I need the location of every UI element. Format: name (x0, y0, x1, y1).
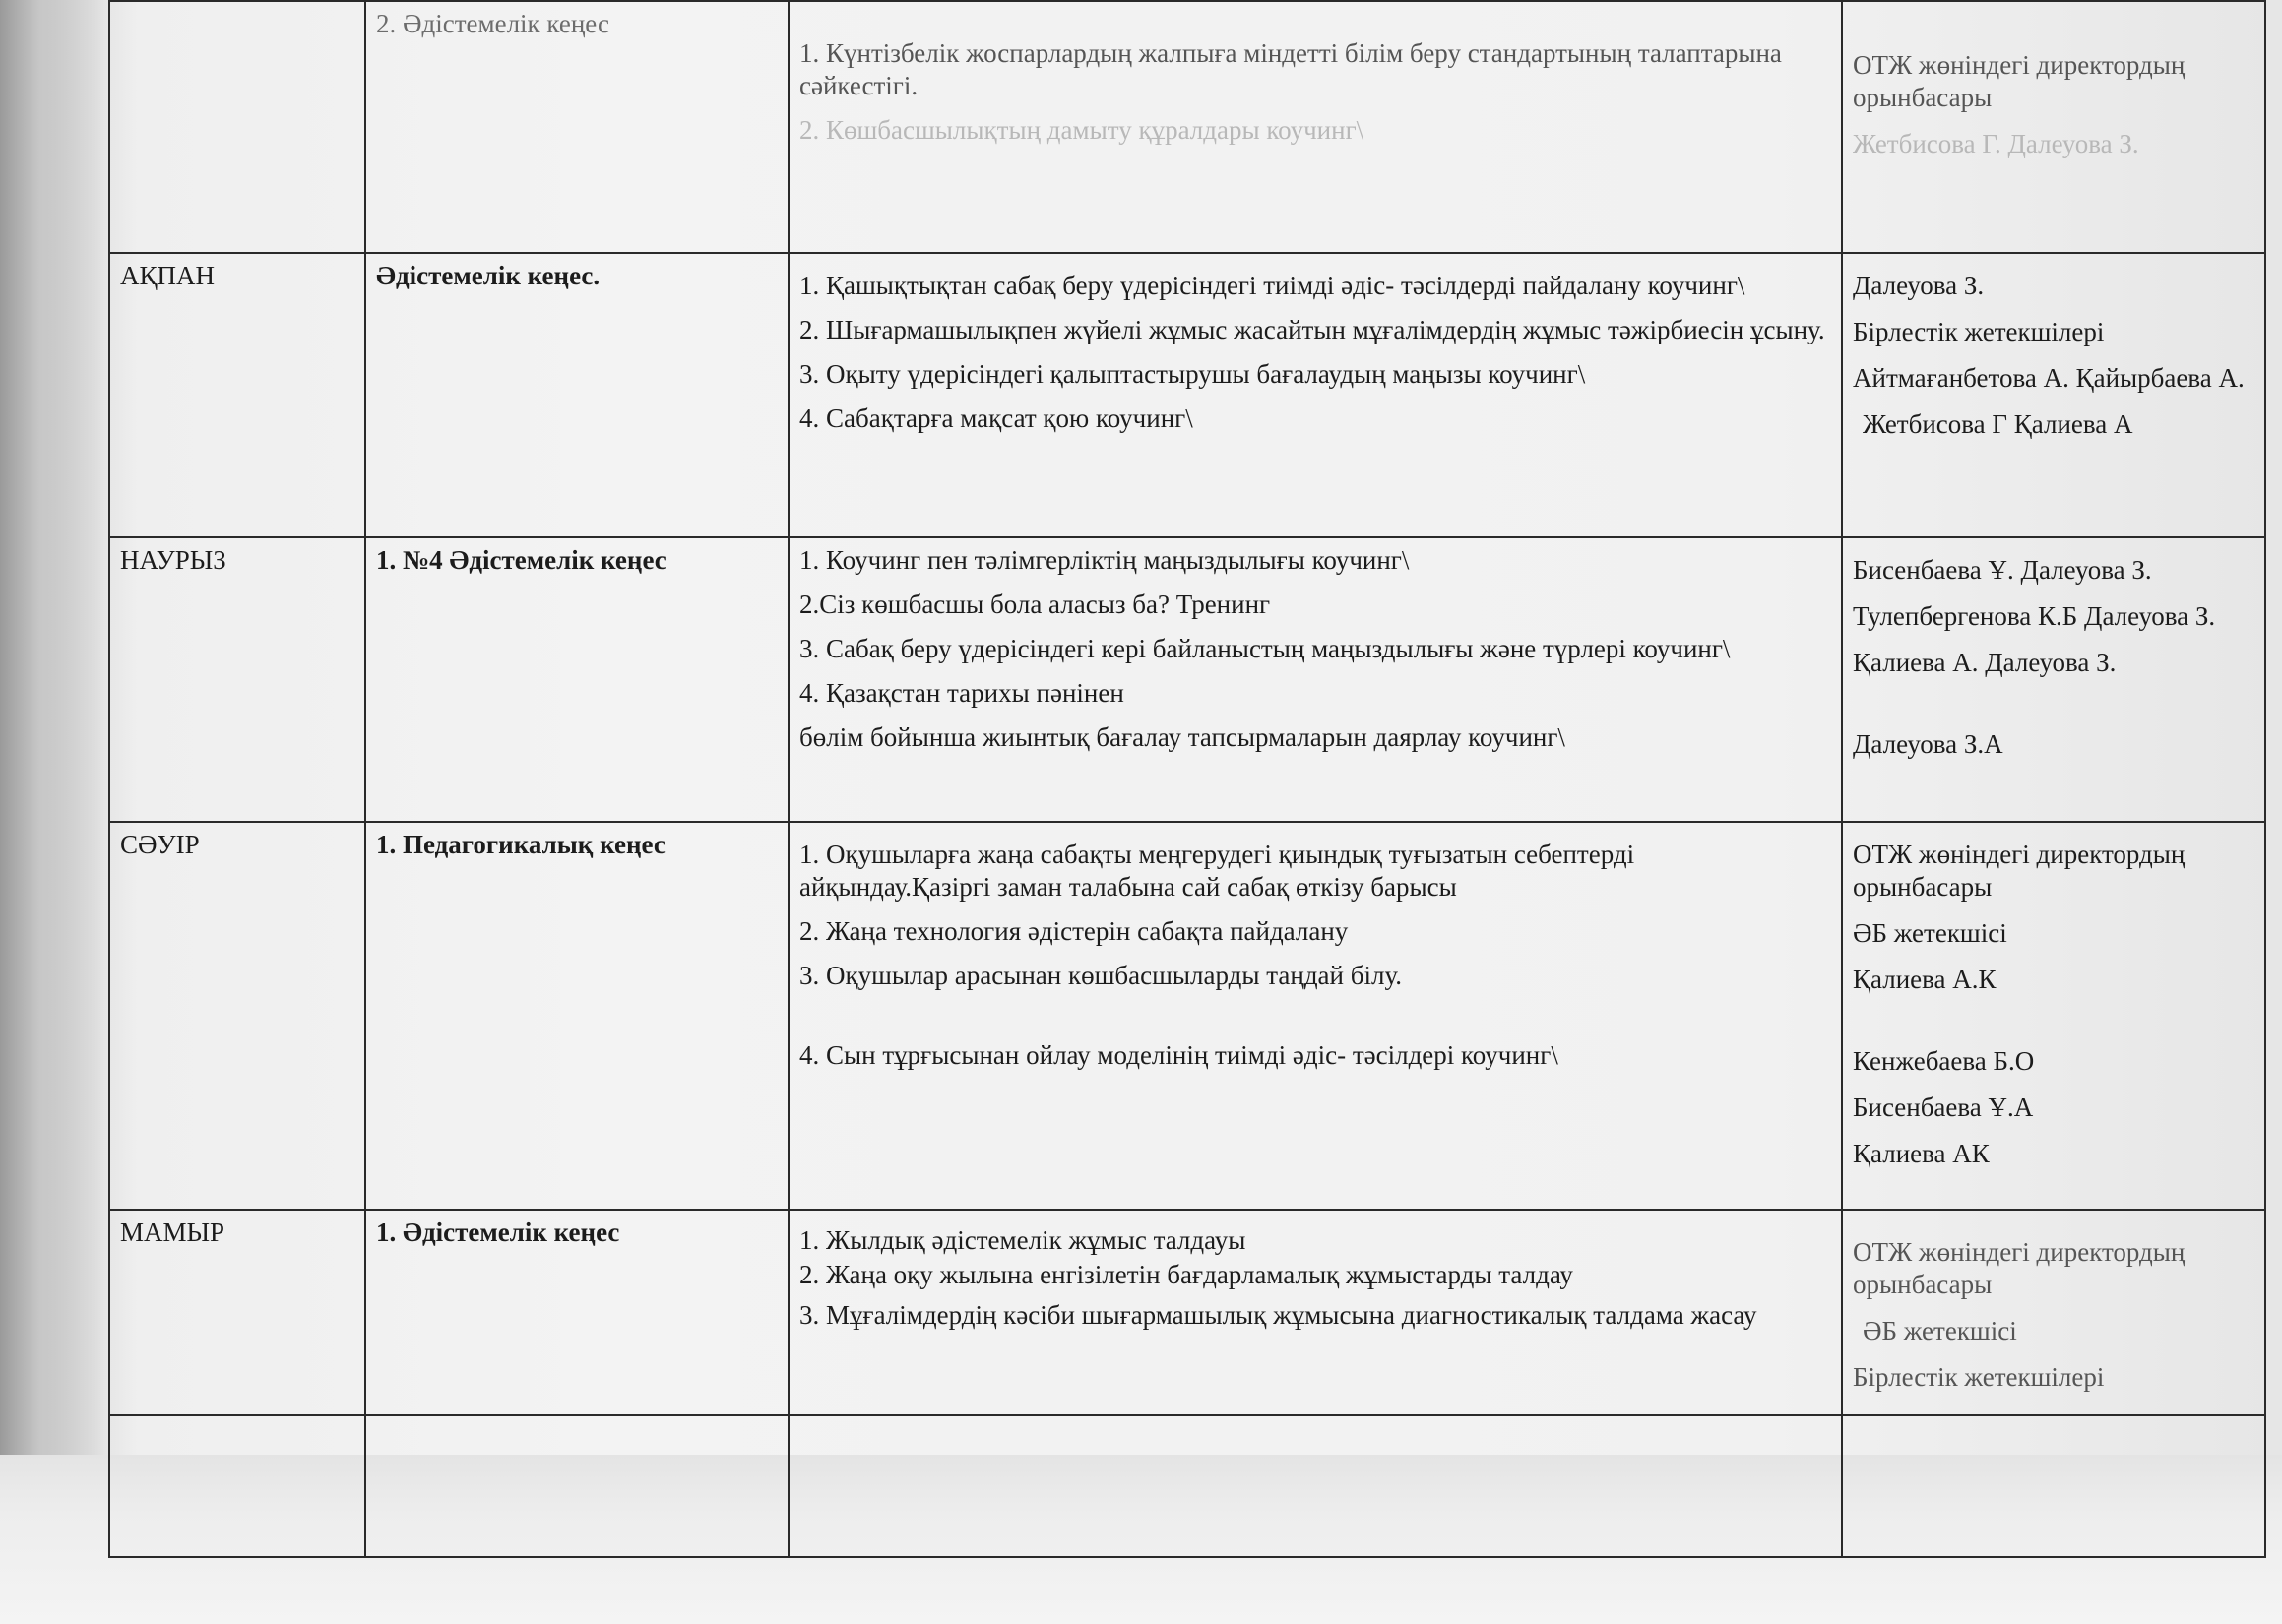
table-row (109, 1415, 2265, 1557)
responsible-person: Бисенбаева Ұ. Далеуова З. (1853, 555, 2152, 585)
responsible-person: Бисенбаева Ұ.А (1853, 1092, 2034, 1122)
responsible-cell (1842, 822, 2265, 1210)
agenda-item: 2. Жаңа оқу жылына енгізілетін бағдарламалық жұмыстарды талдау (799, 1259, 1573, 1289)
responsible-person: Кенжебаева Б.О (1853, 1045, 2035, 1076)
responsible-cell (1842, 537, 2265, 822)
agenda-item: 3. Оқушылар арасынан көшбасшыларды таңдай білу. (799, 960, 1402, 990)
responsible-person: Бірлестік жетекшілері (1853, 316, 2105, 346)
empty-cell (365, 1415, 789, 1557)
empty-cell (109, 1415, 365, 1557)
agenda-item: 1. Оқушыларға жаңа сабақты меңгерудегі қиындық туғызатын себептерді айқындау.Қазіргі заман талабына сай сабақ өткізу барысы (799, 840, 1635, 902)
responsible-person: Жетбисова Г. Далеуова З. (1853, 128, 2139, 158)
responsible-cell (1842, 1, 2265, 253)
agenda-item: 2.Сіз көшбасшы бола аласыз ба? Тренинг (799, 589, 1271, 619)
agenda-cell (789, 537, 1842, 822)
month-cell: СӘУІР (109, 822, 365, 1210)
agenda-item: бөлім бойынша жиынтық бағалау тапсырмаларын даярлау коучинг\ (799, 721, 1565, 752)
agenda-cell (789, 1, 1842, 253)
responsible-person: Қалиева А. Далеуова З. (1853, 647, 2117, 677)
agenda-item: 3. Оқыту үдерісіндегі қалыптастырушы бағалаудың маңызы коучинг\ (799, 358, 1586, 389)
agenda-item: 2. Жаңа технология әдістерін сабақта пайдалану (799, 915, 1349, 946)
table-row (109, 253, 2265, 537)
agenda-item: 1. Коучинг пен тәлімгерліктің маңыздылығы коучинг\ (799, 545, 1410, 575)
empty-cell (789, 1415, 1842, 1557)
event-kind-cell: 1. Әдістемелік кеңес (365, 1210, 789, 1415)
responsible-person: Бірлестік жетекшілері (1853, 1361, 2105, 1392)
agenda-item: 2. Көшбасшылықтың дамыту құралдары коучинг\ (799, 114, 1364, 145)
table-row (109, 1210, 2265, 1415)
agenda-item: 3. Сабақ беру үдерісіндегі кері байланыстың маңыздылығы және түрлері коучинг\ (799, 633, 1731, 663)
agenda-item: 1. Жылдық әдістемелік жұмыс талдауы (799, 1225, 1246, 1255)
responsible-person: ОТЖ жөніндегі директордың орынбасары (1853, 50, 2186, 112)
table-row (109, 822, 2265, 1210)
responsible-person: ӘБ жетекшісі (1863, 1315, 2017, 1345)
agenda-item: 4. Сабақтарға мақсат қою коучинг\ (799, 403, 1193, 433)
responsible-person: ӘБ жетекшісі (1853, 917, 2007, 948)
event-kind-cell: 1. №4 Әдістемелік кеңес (365, 537, 789, 822)
responsible-person: Тулепбергенова К.Б Далеуова З. (1853, 600, 2216, 631)
empty-cell (1842, 1415, 2265, 1557)
responsible-cell (1842, 1210, 2265, 1415)
agenda-item: 2. Шығармашылықпен жүйелі жұмыс жасайтын мұғалімдердің жұмыс тәжірбиесін ұсыну. (799, 314, 1825, 344)
event-kind-cell: 2. Әдістемелік кеңес (365, 1, 789, 253)
month-cell: АҚПАН (109, 253, 365, 537)
agenda-item: 4. Сын тұрғысынан ойлау моделінің тиімді әдіс- тәсілдері коучинг\ (799, 1039, 1558, 1070)
page-fold-shadow (0, 0, 108, 1624)
agenda-item: 4. Қазақстан тарихы пәнінен (799, 677, 1124, 708)
agenda-item: 3. Мұғалімдердің кәсіби шығармашылық жұмысына диагностикалық талдама жасау (799, 1299, 1757, 1330)
responsible-person: ОТЖ жөніндегі директордың орынбасары (1853, 1237, 2186, 1299)
responsible-person: Қалиева АК (1853, 1138, 1990, 1168)
responsible-person: Айтмағанбетова А. Қайырбаева А. (1853, 362, 2245, 393)
agenda-item: 1. Қашықтықтан сабақ беру үдерісіндегі тиімді әдіс- тәсілдерді пайдалану коучинг\ (799, 271, 1745, 300)
responsible-person: ОТЖ жөніндегі директордың орынбасары (1853, 840, 2186, 902)
agenda-item: 1. Күнтізбелік жоспарлардың жалпыға міндетті білім беру стандартының талаптарына сәйкестігі. (799, 38, 1782, 100)
table-row (109, 1, 2265, 253)
month-cell: МАМЫР (109, 1210, 365, 1415)
month-cell (109, 1, 365, 253)
responsible-person: Жетбисова Г Қалиева А (1863, 408, 2133, 439)
methodical-plan-table (108, 0, 2266, 1558)
responsible-person: Қалиева А.К (1853, 964, 1997, 994)
event-kind-cell: 1. Педагогикалық кеңес (365, 822, 789, 1210)
responsible-person: Далеуова З. (1853, 271, 1985, 300)
table-row (109, 537, 2265, 822)
responsible-person: Далеуова З.А (1853, 728, 2003, 759)
month-cell: НАУРЫЗ (109, 537, 365, 822)
agenda-cell (789, 822, 1842, 1210)
agenda-cell (789, 253, 1842, 537)
responsible-cell (1842, 253, 2265, 537)
agenda-cell (789, 1210, 1842, 1415)
event-kind-cell: Әдістемелік кеңес. (365, 253, 789, 537)
